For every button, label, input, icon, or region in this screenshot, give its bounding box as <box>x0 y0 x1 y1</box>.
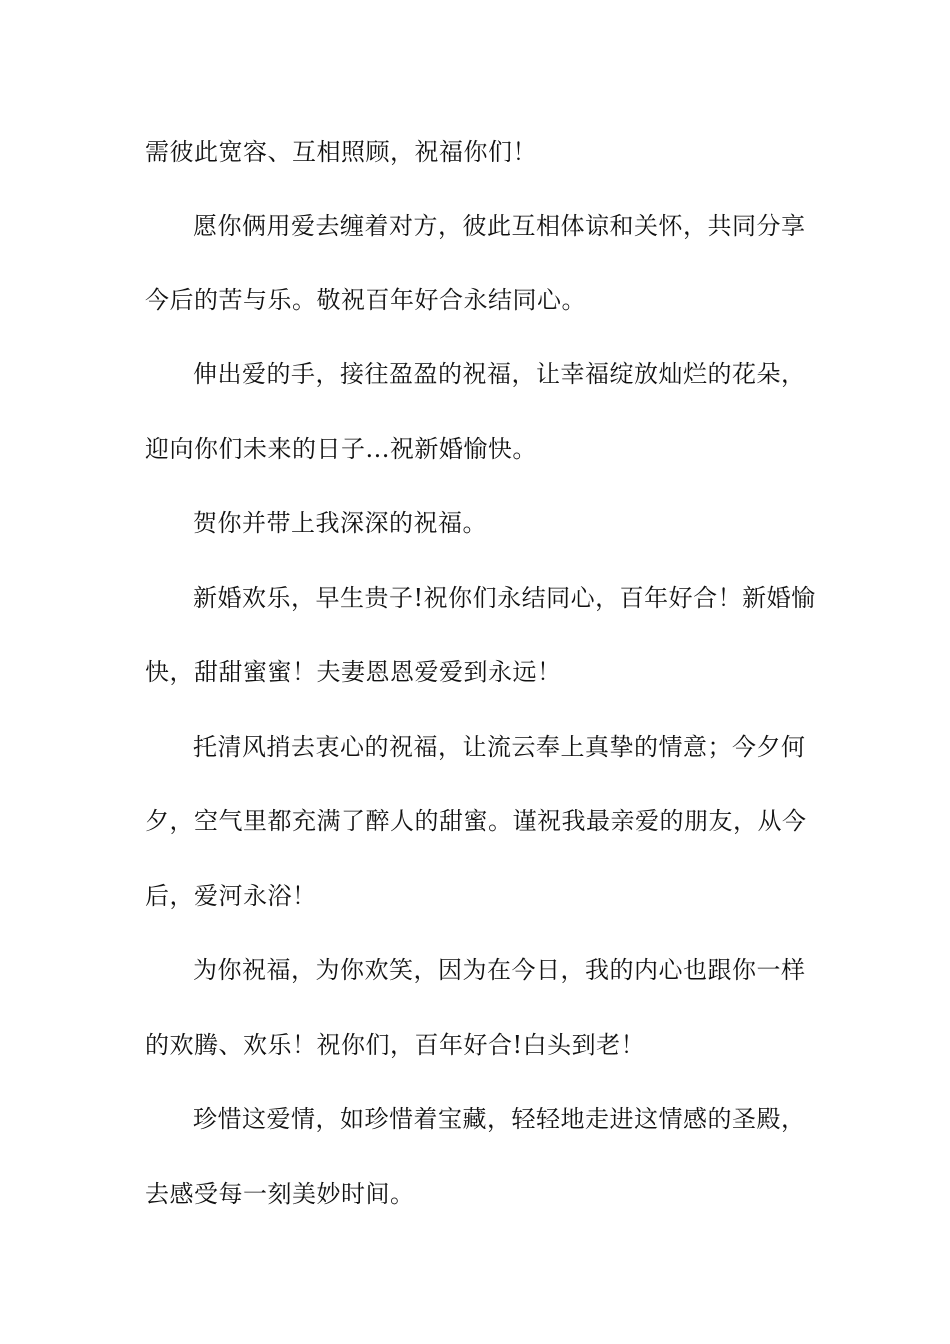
paragraph-start: 托清风捎去衷心的祝福，让流云奉上真挚的情意；今夕何 <box>193 733 806 761</box>
text-line: 的欢腾、欢乐！祝你们，百年好合!白头到老！ <box>145 1031 646 1059</box>
text-line: 今后的苦与乐。敬祝百年好合永结同心。 <box>145 286 586 314</box>
paragraph-start: 贺你并带上我深深的祝福。 <box>193 509 487 537</box>
paragraph-start: 新婚欢乐，早生贵子!祝你们永结同心，百年好合！新婚愉 <box>193 584 816 612</box>
text-line: 迎向你们未来的日子...祝新婚愉快。 <box>145 435 537 463</box>
text-line: 快，甜甜蜜蜜！夫妻恩恩爱爱到永远！ <box>145 658 562 686</box>
paragraph-start: 愿你俩用爱去缠着对方，彼此互相体谅和关怀，共同分享 <box>193 212 806 240</box>
paragraph-start: 珍惜这爱情，如珍惜着宝藏，轻轻地走进这情感的圣殿， <box>193 1105 806 1133</box>
paragraph-start: 为你祝福，为你欢笑，因为在今日，我的内心也跟你一样 <box>193 956 806 984</box>
text-line: 后，爱河永浴！ <box>145 882 317 910</box>
text-line: 需彼此宽容、互相照顾，祝福你们！ <box>145 138 537 166</box>
text-line: 夕，空气里都充满了醉人的甜蜜。谨祝我最亲爱的朋友，从今 <box>145 807 807 835</box>
text-line: 去感受每一刻美妙时间。 <box>145 1180 415 1208</box>
paragraph-start: 伸出爱的手，接往盈盈的祝福，让幸福绽放灿烂的花朵， <box>193 360 806 388</box>
